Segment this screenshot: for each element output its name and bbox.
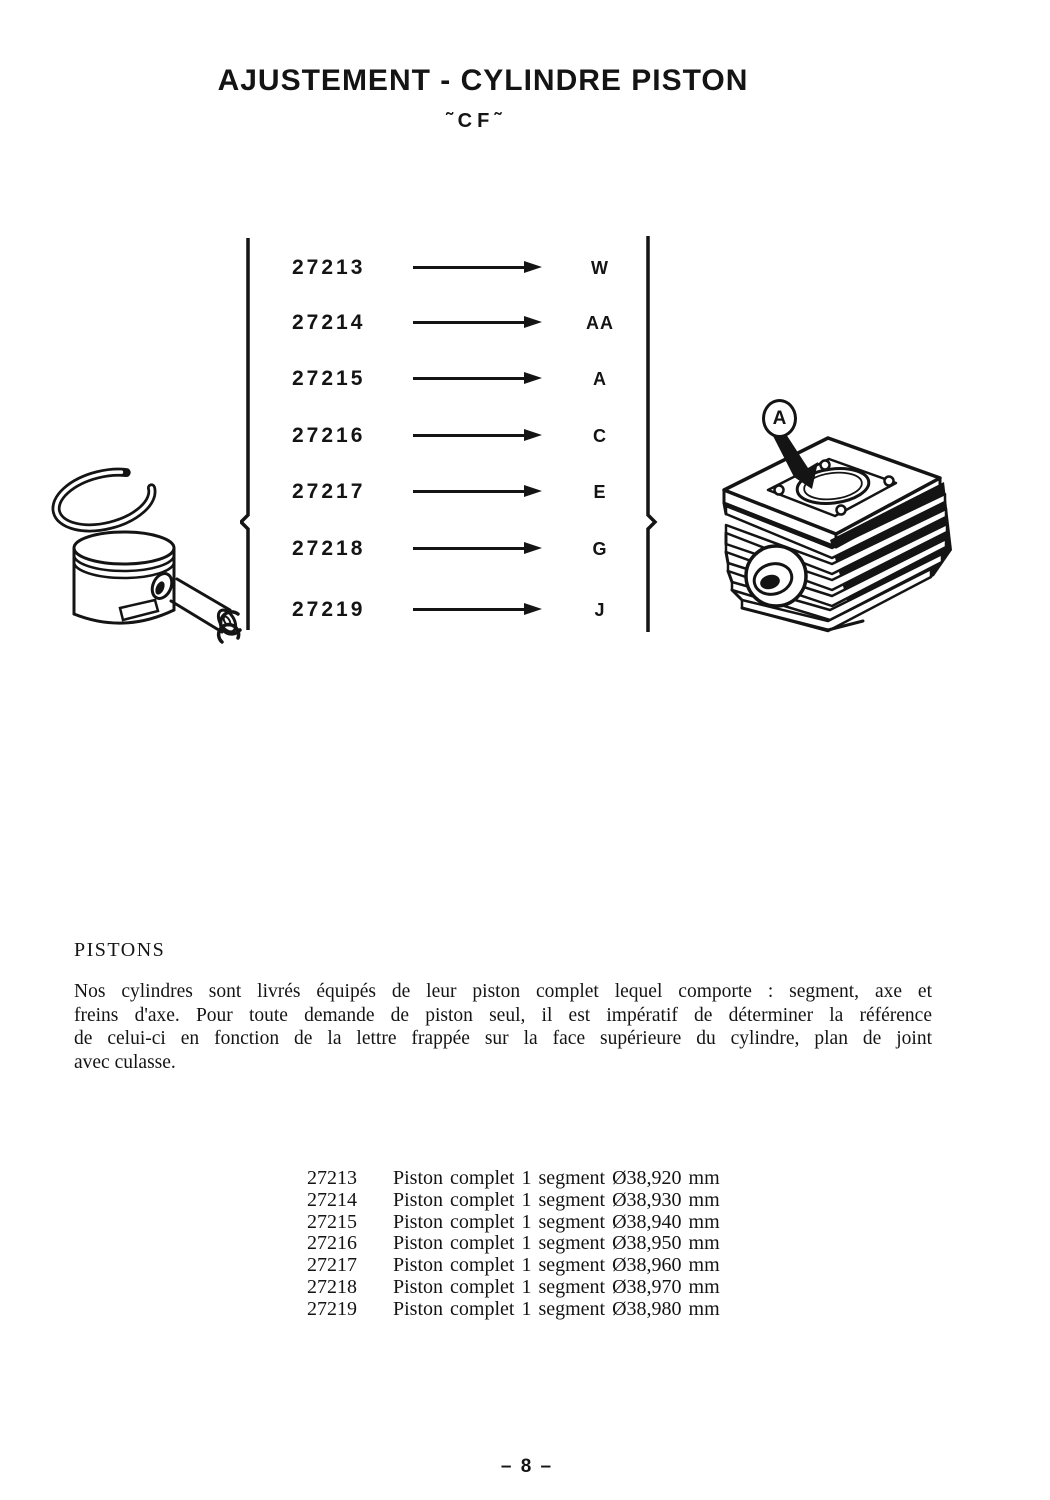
diagram-row (248, 479, 648, 505)
part-list-number: 27218 (307, 1275, 357, 1298)
cylinder-illustration (712, 390, 962, 635)
part-number: 27219 (292, 598, 366, 621)
part-number: 27218 (292, 537, 366, 560)
paragraph-line: avec culasse. (74, 1051, 176, 1073)
part-list-number: 27217 (307, 1254, 357, 1277)
part-list-row (307, 1277, 720, 1299)
part-number: 27216 (292, 424, 366, 447)
part-list-description: Piston complet 1 segment Ø38,940 mm (393, 1210, 720, 1233)
part-list-description: Piston complet 1 segment Ø38,950 mm (393, 1232, 720, 1255)
diagram-row (248, 255, 648, 281)
diagram-row (248, 366, 648, 392)
pointer-arrow-icon (413, 321, 525, 324)
part-list-description: Piston complet 1 segment Ø38,970 mm (393, 1275, 720, 1298)
paragraph-line: Nos cylindres sont livrés équipés de leur piston complet lequel comporte : segment, axe et (74, 981, 932, 1002)
part-list-description: Piston complet 1 segment Ø38,930 mm (393, 1188, 720, 1211)
size-letter: C (593, 426, 607, 446)
part-list-number: 27215 (307, 1210, 357, 1233)
section-heading: PISTONS (74, 939, 166, 961)
part-list (307, 1168, 720, 1321)
paragraph-line: freins d'axe. Pour toute demande de piston seul, il est impératif de déterminer la référence (74, 1004, 932, 1026)
diagram-row (248, 310, 648, 336)
diagram-row (248, 423, 648, 449)
diagram-row (248, 597, 648, 623)
part-list-number: 27214 (307, 1188, 357, 1211)
page-subtitle: ˜CF˜ (446, 110, 506, 132)
size-letter: J (594, 600, 606, 620)
piston-illustration (28, 458, 243, 658)
part-list-description: Piston complet 1 segment Ø38,980 mm (393, 1297, 720, 1320)
part-number: 27215 (292, 367, 366, 390)
part-list-row (307, 1233, 720, 1255)
callout-a-balloon (762, 399, 797, 438)
pointer-arrow-icon (413, 266, 525, 269)
callout-a-label: A (772, 407, 787, 429)
part-number: 27213 (292, 256, 366, 279)
part-list-description: Piston complet 1 segment Ø38,920 mm (393, 1167, 720, 1189)
size-letter: AA (586, 313, 614, 333)
pointer-arrow-icon (413, 434, 525, 437)
part-list-number: 27213 (307, 1167, 357, 1189)
pointer-arrow-icon (413, 377, 525, 380)
pistons-paragraph (74, 980, 932, 1074)
pointer-arrow-icon (413, 608, 525, 611)
size-letter: W (591, 258, 609, 278)
part-list-description: Piston complet 1 segment Ø38,960 mm (393, 1254, 720, 1277)
diagram-row (248, 536, 648, 562)
part-number: 27217 (292, 480, 366, 503)
part-list-row (307, 1190, 720, 1212)
part-list-number: 27219 (307, 1297, 357, 1320)
page-number: – 8 – (500, 1456, 554, 1477)
pointer-arrow-icon (413, 490, 525, 493)
size-letter: G (592, 539, 608, 559)
part-list-row (307, 1255, 720, 1277)
part-list-row (307, 1212, 720, 1234)
size-letter: E (593, 482, 607, 502)
part-list-row (307, 1168, 720, 1190)
paragraph-line: de celui-ci en fonction de la lettre frappée sur la face supérieure du cylindre, plan de joint (74, 1028, 932, 1049)
page-title: AJUSTEMENT - CYLINDRE PISTON (217, 64, 749, 97)
part-list-number: 27216 (307, 1232, 357, 1255)
part-list-row (307, 1299, 720, 1321)
part-number: 27214 (292, 311, 366, 334)
pointer-arrow-icon (413, 547, 525, 550)
size-letter: A (593, 369, 607, 389)
